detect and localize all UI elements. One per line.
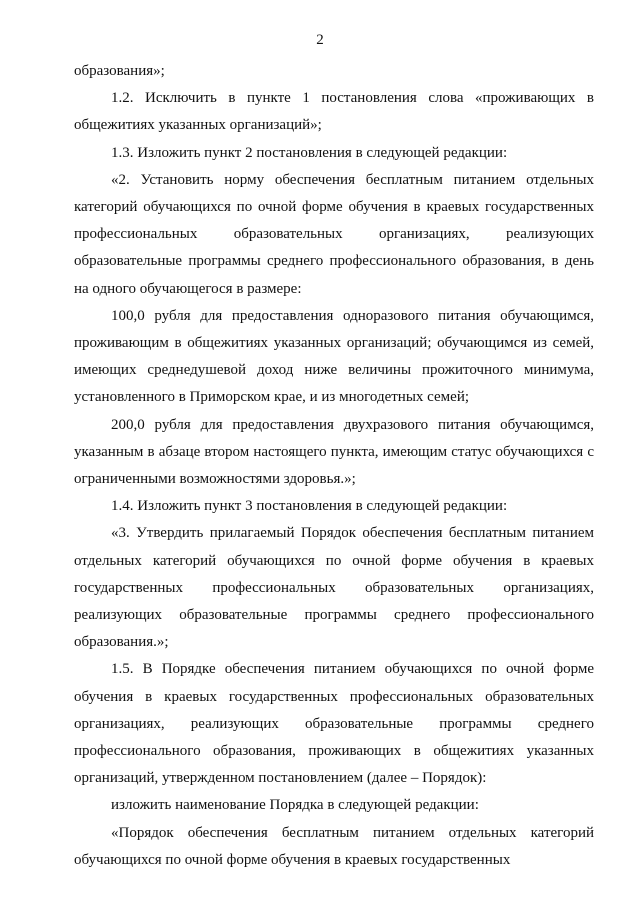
page-number: 2 — [316, 32, 324, 48]
paragraph-rename-instruction: изложить наименование Порядка в следующей редакции: — [111, 797, 479, 814]
paragraph-item-1-3: 1.3. Изложить пункт 2 постановления в следующей редакции: — [111, 144, 508, 161]
paragraph-rate-200: 200,0 рубля для предоставления двухразового питания обучающимся, указанным в абзаце втором настоящего пункта, имеющим статус обучающихся с ограниченными возможностями здоровья.»; — [74, 416, 594, 488]
paragraph-item-1-5: 1.5. В Порядке обеспечения питанием обучающихся по очной форме обучения в краевых государственных профессиональных образовательных организациях, реализующих образовательные программы среднего профессионального образования, проживающих в общежитиях указанных организаций, утвержденном постановлением (далее – Порядок): — [74, 661, 594, 787]
paragraph-item-1-2: 1.2. Исключить в пункте 1 постановления слова «проживающих в общежитиях указанных организаций»; — [74, 90, 594, 134]
paragraph-procedure-title: «Порядок обеспечения бесплатным питанием отдельных категорий обучающихся по очной форме обучения в краевых государственных — [74, 824, 594, 868]
document-body — [74, 58, 594, 874]
paragraph-clause-2: «2. Установить норму обеспечения бесплатным питанием отдельных категорий обучающихся по очной форме обучения в краевых государственных профессиональных образовательных организациях, реализующих образовательные программы среднего профессионального образования, в день на одного обучающегося в размере: — [74, 171, 594, 297]
paragraph-rate-100: 100,0 рубля для предоставления одноразового питания обучающимся, проживающим в общежитиях указанных организаций; обучающимся из семей, имеющих среднедушевой доход ниже величины прожиточного минимума, установленного в Приморском крае, и из многодетных семей; — [74, 307, 594, 406]
paragraph-item-1-4: 1.4. Изложить пункт 3 постановления в следующей редакции: — [111, 498, 508, 515]
paragraph-clause-3: «3. Утвердить прилагаемый Порядок обеспечения бесплатным питанием отдельных категорий обучающихся по очной форме обучения в краевых государственных профессиональных образовательных организациях, реализующих образовательные программы среднего профессионального образования.»; — [74, 525, 594, 651]
paragraph-continuation: образования»; — [74, 63, 165, 79]
